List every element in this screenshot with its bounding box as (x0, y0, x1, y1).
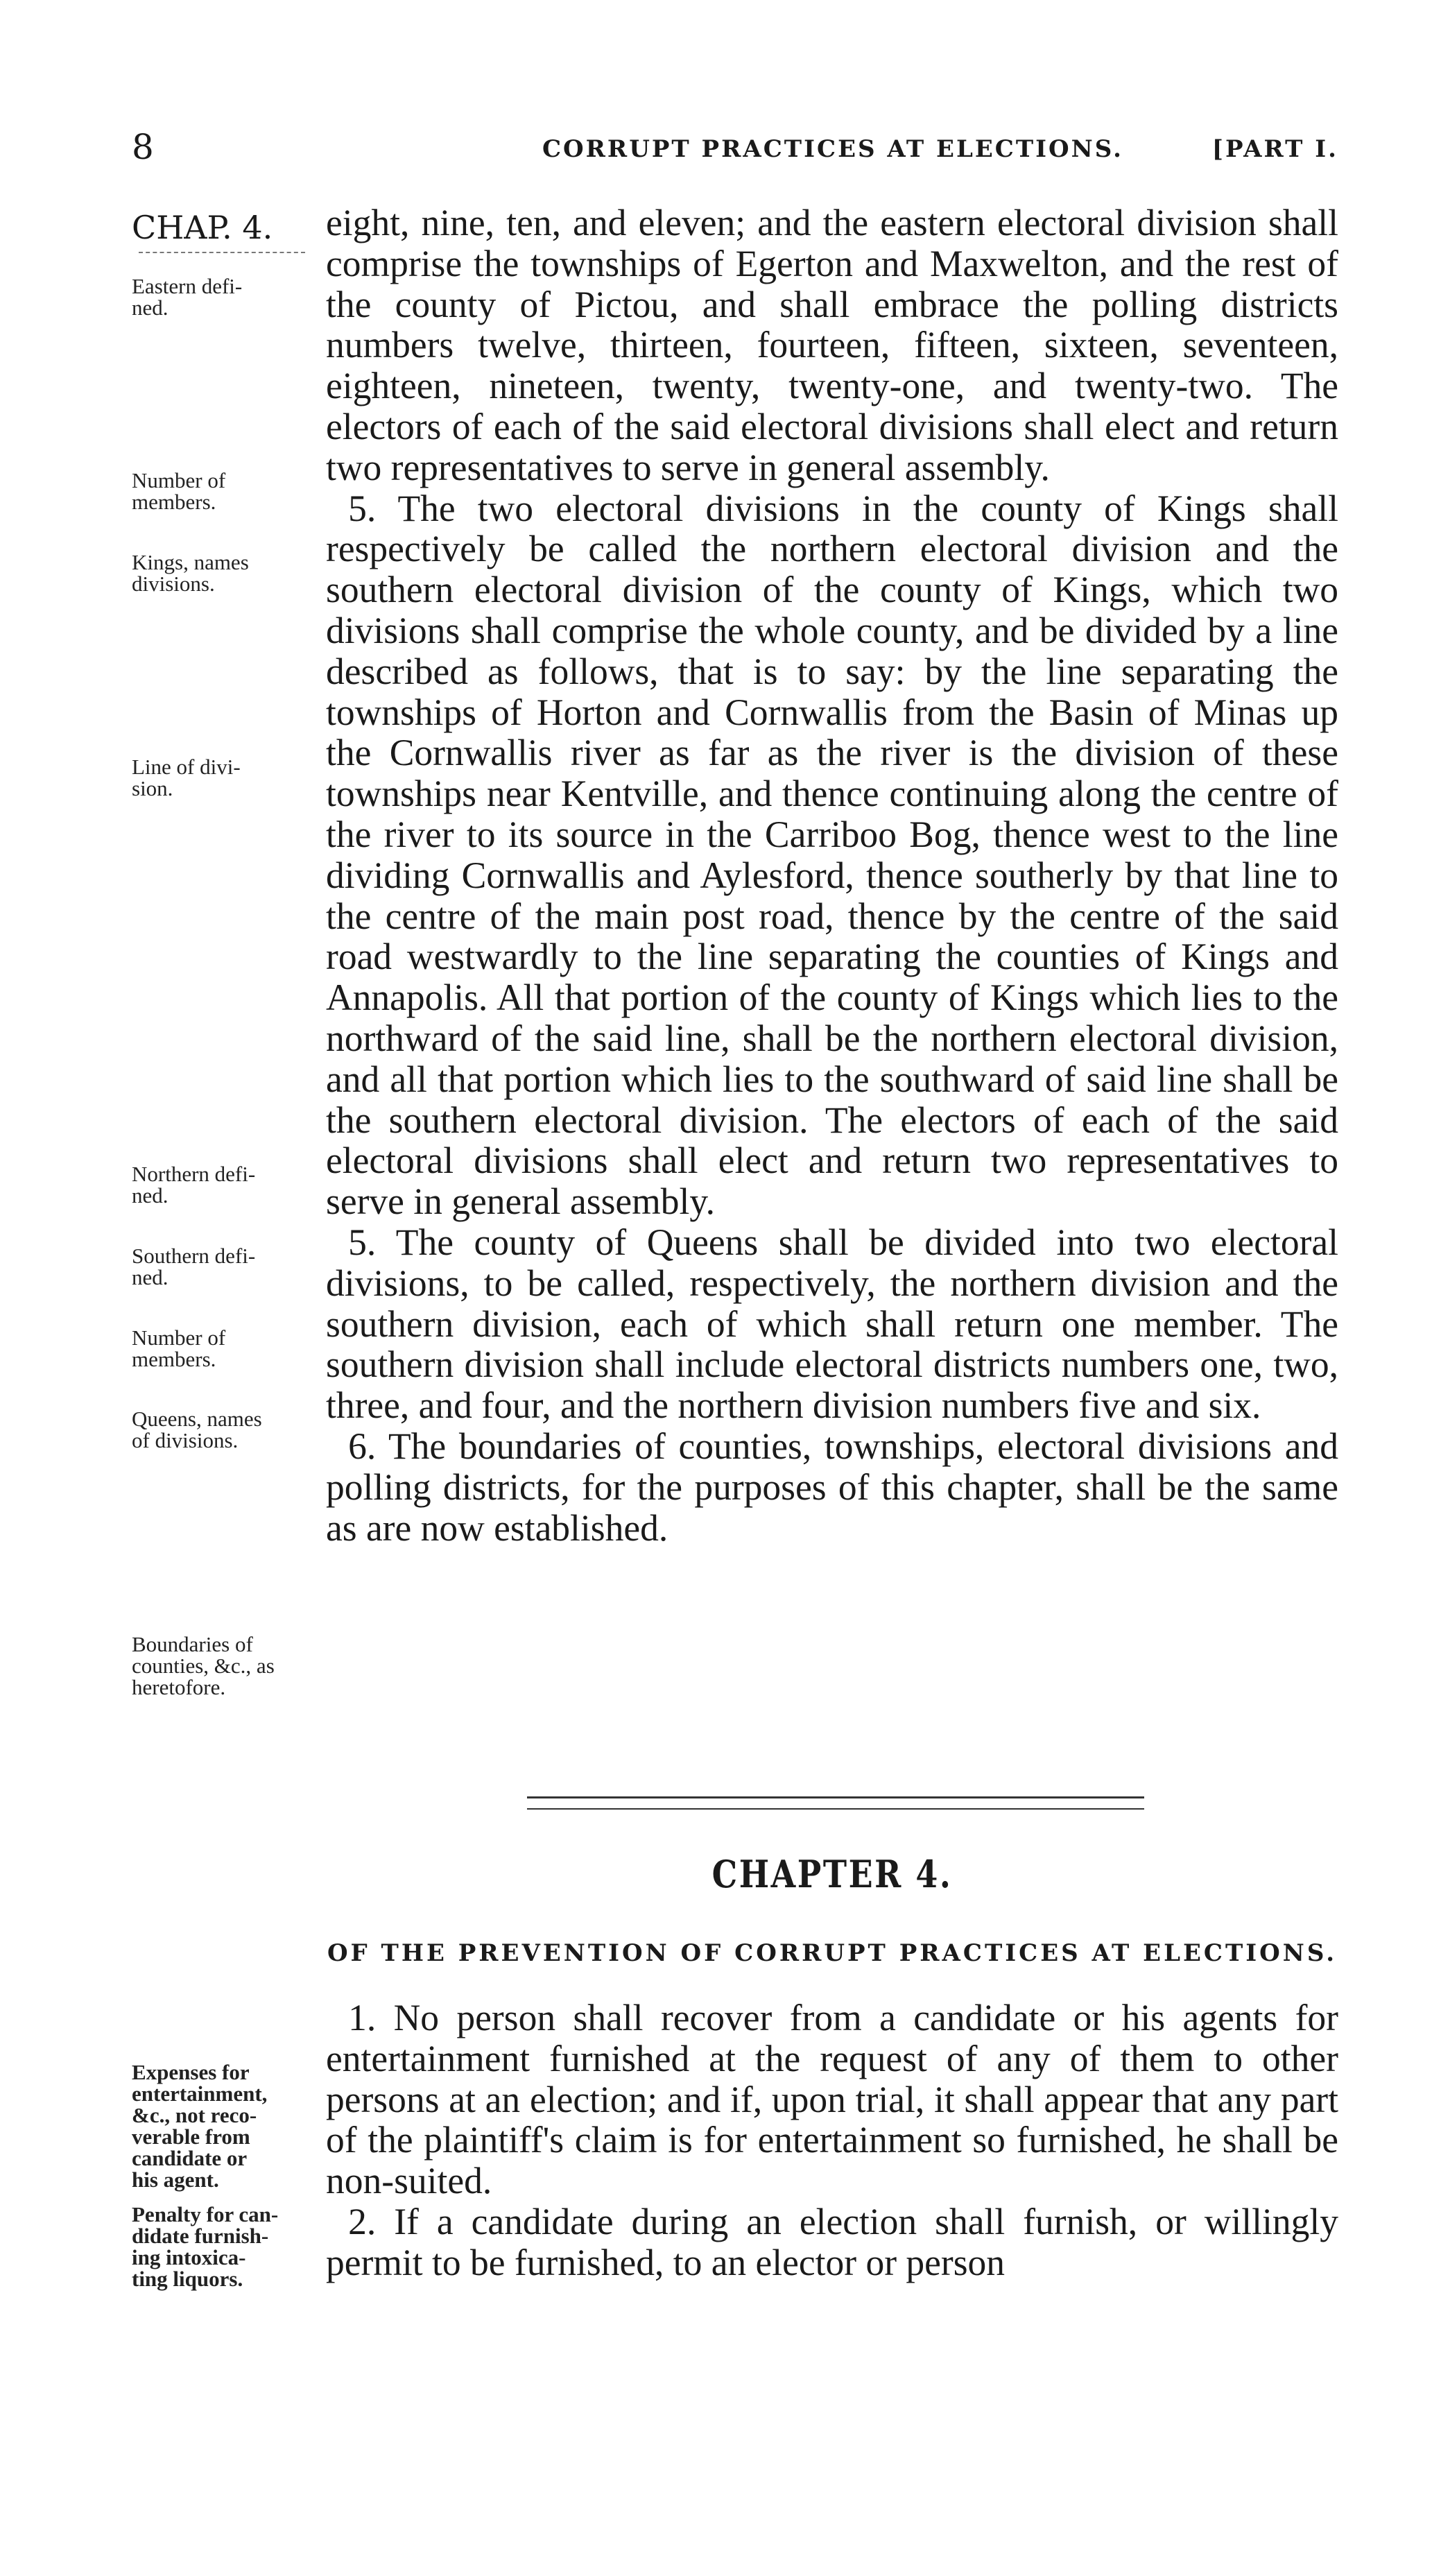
body-text-top (326, 203, 1338, 1548)
margin-note: Number of members. (132, 468, 226, 514)
margin-note: Expenses for entertainment, &c., not reco- verable from candidate or his agent. (132, 2060, 268, 2192)
paragraph: 5. The county of Queens shall be divided into two electoral divisions, to be called, respectively, the northern division and the southern division, each of which shall return one member. The southern division shall include electoral districts numbers one, two, three, and four, and the northern division numbers five and six. (326, 1221, 1338, 1427)
paragraph: 1. No person shall recover from a candidate or his agents for entertainment furnished at the request of any of them to other persons at an election; and if, upon trial, it shall appear that any part of the plaintiff's claim is for entertainment so furnished, he shall be non-suited. (326, 1997, 1338, 2202)
body-text-chapter-4 (326, 1998, 1338, 2283)
part-label: [PART I. (1211, 135, 1338, 163)
margin-note: Penalty for can- didate furnish- ing intoxica- ting liquors. (132, 2202, 279, 2291)
chapter-subtitle: OF THE PREVENTION OF CORRUPT PRACTICES AT ELECTIONS. (327, 1939, 1338, 1967)
margin-note: Southern defi- ned. (132, 1244, 256, 1289)
chapter-marker: CHAP. 4. (132, 209, 273, 246)
margin-note: Number of members. (132, 1325, 226, 1371)
margin-note: Eastern defi- ned. (132, 274, 243, 320)
page-header (132, 127, 1338, 169)
margin-note: Boundaries of counties, &c., as heretofore. (132, 1632, 275, 1699)
margin-note: Line of divi- sion. (132, 755, 241, 800)
margin-note: Northern defi- ned. (132, 1162, 256, 1208)
page-number: 8 (132, 127, 154, 167)
paragraph: 6. The boundaries of counties, townships, electoral divisions and polling districts, for the purposes of this chapter, shall be the same as are now established. (326, 1425, 1338, 1549)
section-divider (527, 1796, 1144, 1810)
paragraph: eight, nine, ten, and eleven; and the eastern electoral division shall comprise the townships of Egerton and Maxwelton, and the rest of the county of Pictou, and shall embrace the polling districts numbers twelve, thirteen, fourteen, fifteen, sixteen, seventeen, eighteen, nineteen, twenty, twenty-one, and twenty-two. The electors of each of the said electoral divisions shall elect and return two representatives to serve in general assembly. (326, 202, 1338, 488)
chapter-marker-rule (139, 252, 305, 253)
chapter-title: CHAPTER 4. (711, 1852, 953, 1896)
paragraph: 2. If a candidate during an election shall furnish, or willingly permit to be furnished, to an elector or person (326, 2200, 1338, 2283)
margin-note: Queens, names of divisions. (132, 1407, 262, 1452)
running-title: CORRUPT PRACTICES AT ELECTIONS. (542, 135, 1123, 163)
margin-note: Kings, names divisions. (132, 550, 249, 596)
paragraph: 5. The two electoral divisions in the county of Kings shall respectively be called the northern electoral division and the southern electoral division of the county of Kings, which two divisions shall comprise the whole county, and be divided by a line described as follows, that is to say: by the line separating the townships of Horton and Cornwallis from the Basin of Minas up the Cornwallis river as far as the river is the division of these townships near Kentville, and thence continuing along the centre of the river to its source in the Carriboo Bog, thence west to the line dividing Cornwallis and Aylesford, thence southerly by that line to the centre of the main post road, thence by the centre of the said road westwardly to the line separating the counties of Kings and Annapolis. All that portion of the county of Kings which lies to the northward of the said line, shall be the northern electoral division, and all that portion which lies to the southward of said line shall be the southern electoral division. The electors of each of the said electoral divisions shall elect and return two representatives to serve in general assembly. (326, 487, 1338, 1223)
